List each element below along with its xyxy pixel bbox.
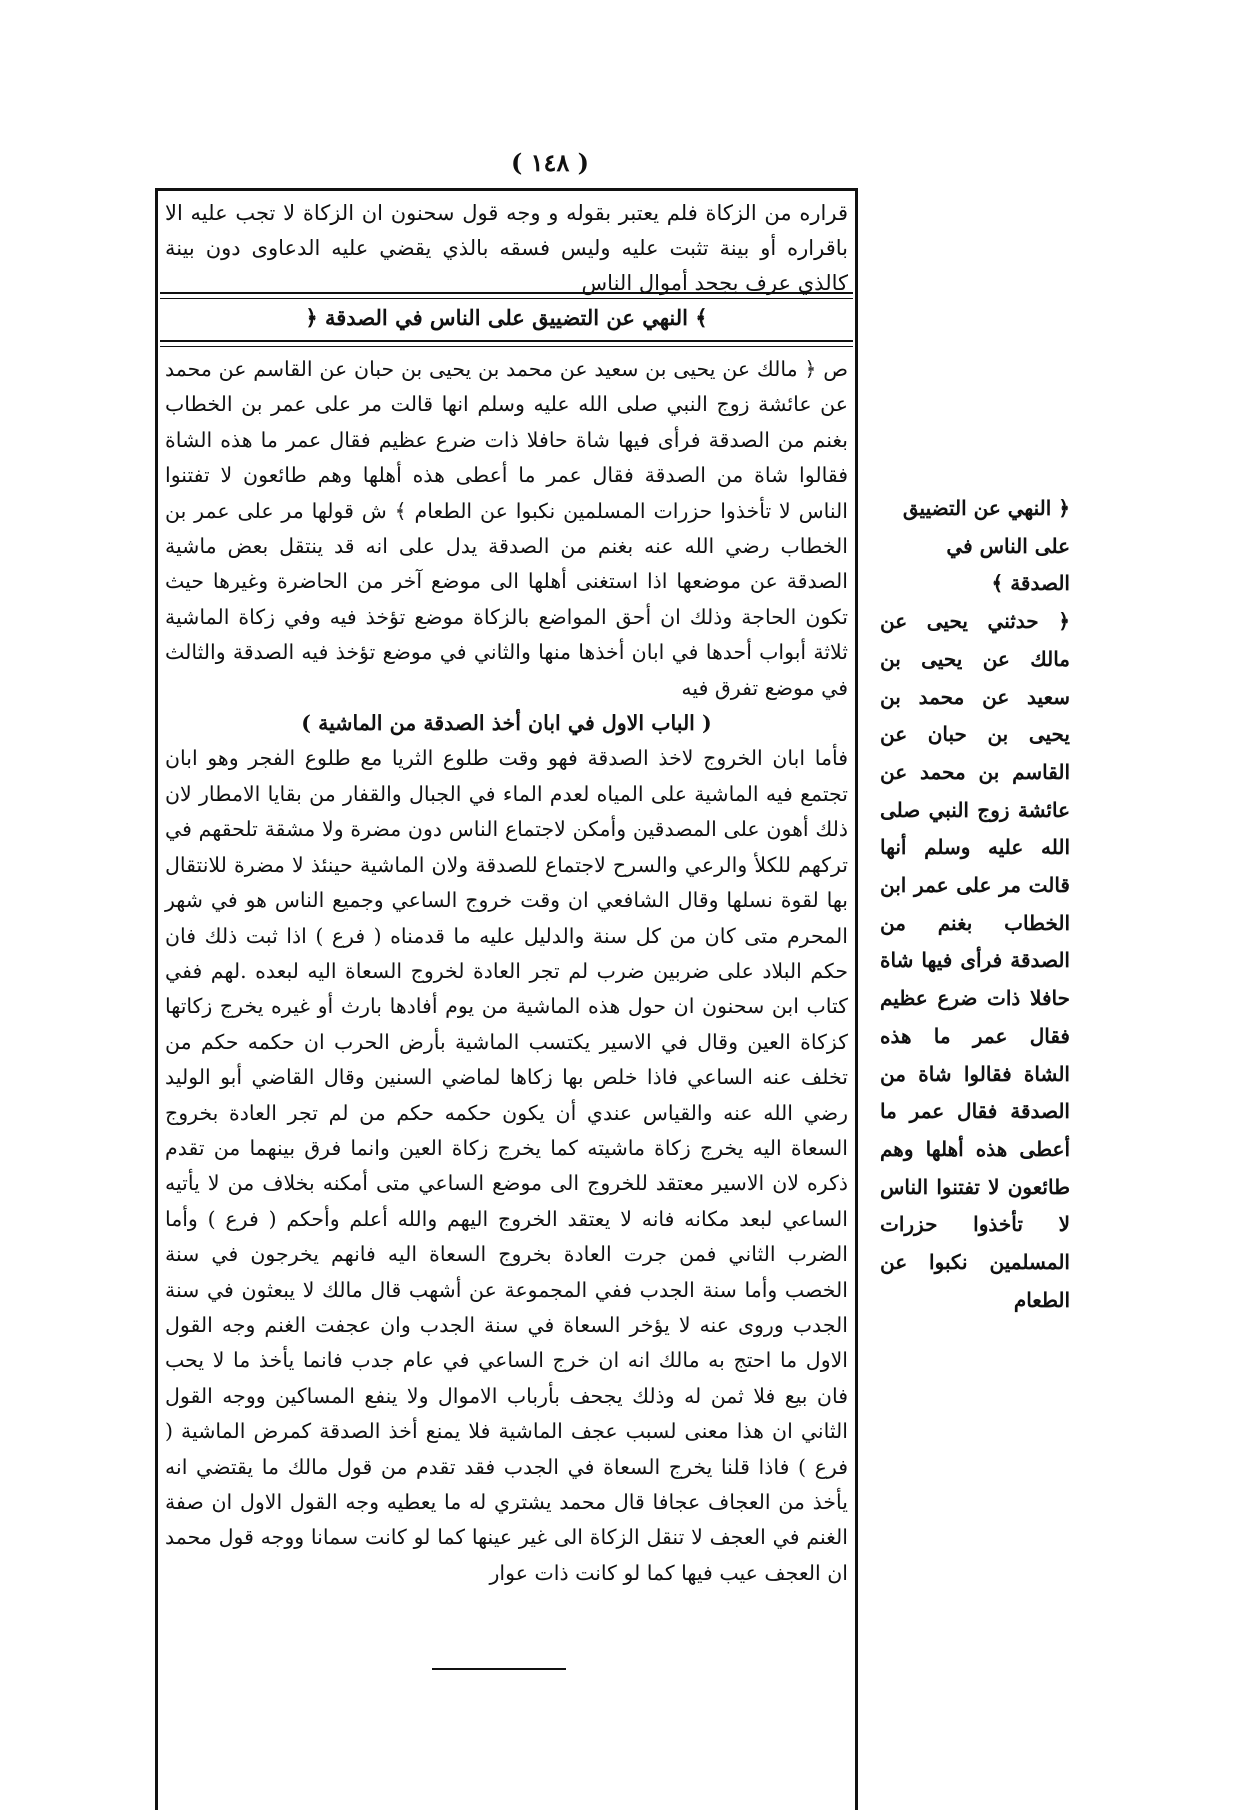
chapter-subheading: ( الباب الاول في ابان أخذ الصدقة من الماشية ) [301, 711, 712, 736]
margin-heading: ﴿ النهي عن التضييق على الناس في الصدقة ﴾ [902, 496, 1070, 596]
frame-top-rule [155, 188, 858, 191]
chapter-body: فأما ابان الخروج لاخذ الصدقة فهو وقت طلوع الثريا مع طلوع الفجر وهو ابان تجتمع فيه الماشية على المياه لعدم الماء في الجبال والقفار من بقايا الامطار لان ذلك أهون على المصدقين وأمكن لاجتماع الناس دون مضرة ولا مشقة تلحقهم في تركهم للكلأ والرعي والسرح لاجتماع للصدقة ولان الماشية حينئذ لا مضرة للانتقال بها لقوة نسلها وقال الشافعي ان وقت خروج الساعي وجميع الناس هو في شهر المحرم متى كان من كل سنة والدليل عليه ما قدمناه ( فرع ) اذا ثبت ذلك فان حكم البلاد على ضربين ضرب لم تجر العادة لخروج السعاة اليه لبعده .لهم ففي كتاب ابن سحنون ان حول هذه الماشية من يوم أفادها بارث أو غيره يخرج زكاتها كزكاة العين وقال في الاسير يكتسب الماشية بأرض الحرب ان حكمه حكم من تخلف عنه الساعي فاذا خلص بها زكاها لماضي السنين وقال القاضي أبو الوليد رضي الله عنه والقياس عندي أن يكون حكمه حكم من لم تجر العادة بخروج السعاة اليه يخرج زكاة ماشيته كما يخرج زكاة العين وانما فرق بينهما من تقدم ذكره لان الاسير معتقد للخروج الى موضع الساعي متى أمكنه بخلاف من لا يأتيه الساعي لبعد مكانه فانه لا يعتقد الخروج اليهم والله أعلم وأحكم ( فرع ) وأما الضرب الثاني فمن جرت العادة بخروج السعاة اليه فانهم يخرجون في سنة الخصب وأما سنة الجدب ففي المجموعة عن أشهب قال مالك لا يبعثون في سنة الجدب وروى عنه لا يؤخر السعاة في سنة الجدب وان عجفت الغنم وجه القول الاول ما احتج به مالك انه ان خرج الساعي في عام جدب فانما يأخذ ما لا يحب فان بيع فلا ثمن له وذلك يجحف بأرباب الاموال ولا ينفع المساكين ووجه القول الثاني ان هذا معنى لسبب عجف الماشية فلا يمنع أخذ الصدقة كمرض الماشية ( فرع ) فاذا قلنا يخرج السعاة في الجدب فقد تقدم من قول مالك ما يقتضي انه يأخذ من العجاف عجافا قال محمد يشتري له ما يعطيه وجه القول الاول ان صفة الغنم في العجف لا تنقل الزكاة الى غير عينها كما لو كانت سمانا ووجه قول محمد ان العجف عيب فيها كما لو كانت ذات عوار [165, 746, 848, 1585]
section-heading: ﴿ النهي عن التضييق على الناس في الصدقة ﴾ [305, 305, 708, 330]
continuation-text: قراره من الزكاة فلم يعتبر بقوله و وجه قول سحنون ان الزكاة لا تجب عليه الا باقراره أو بينة تثبت عليه وليس فسقه بالذي يقضي عليه الدعاوى دون بينة كالذي عرف بجحد أموال الناس [165, 201, 848, 295]
section-divider-top [160, 292, 853, 299]
page-number: ( ١٤٨ ) [510, 148, 590, 177]
margin-column [880, 490, 1070, 1319]
section-divider-bottom [160, 340, 853, 347]
hadith-and-commentary: ص ﴿ مالك عن يحيى بن سعيد عن محمد بن يحيى بن حبان عن القاسم عن محمد عن عائشة زوج النبي صلى الله عليه وسلم انها قالت مر على عمر بن الخطاب بغنم من الصدقة فرأى فيها شاة حافلا ذات ضرع عظيم فقال عمر ما هذه الشاة فقالوا شاة من الصدقة فقال عمر ما أعطى هذه أهلها وهم طائعون لا تفتنوا الناس لا تأخذوا حزرات المسلمين نكبوا عن الطعام ﴾ ش قولها مر على عمر بن الخطاب رضي الله عنه بغنم من الصدقة يدل على انه قد ينتقل بعض ماشية الصدقة عن موضعها اذا استغنى أهلها الى موضع آخر من الحاضرة وغيرها حيث تكون الحاجة وذلك ان أحق المواضع بالزكاة موضع تؤخذ فيه وفي زكاة الماشية ثلاثة أبواب أحدها في ابان أخذها منها والثاني في موضع تؤخذ فيه الصدقة والثالث في موضع تفرق فيه [165, 357, 848, 700]
end-divider [432, 1668, 566, 1670]
margin-hadith-text: ﴿ حدثني يحيى عن مالك عن يحيى بن سعيد عن محمد بن يحيى بن حبان عن القاسم بن محمد عن عائشة زوج النبي صلى الله عليه وسلم أنها قالت مر على عمر ابن الخطاب بغنم من الصدقة فرأى فيها شاة حافلا ذات ضرع عظيم فقال عمر ما هذه الشاة فقالوا شاة من الصدقة فقال عمر ما أعطى هذه أهلها وهم طائعون لا تفتنوا الناس لا تأخذوا حزرات المسلمين نكبوا عن الطعام [880, 609, 1070, 1312]
main-commentary [165, 352, 848, 1591]
